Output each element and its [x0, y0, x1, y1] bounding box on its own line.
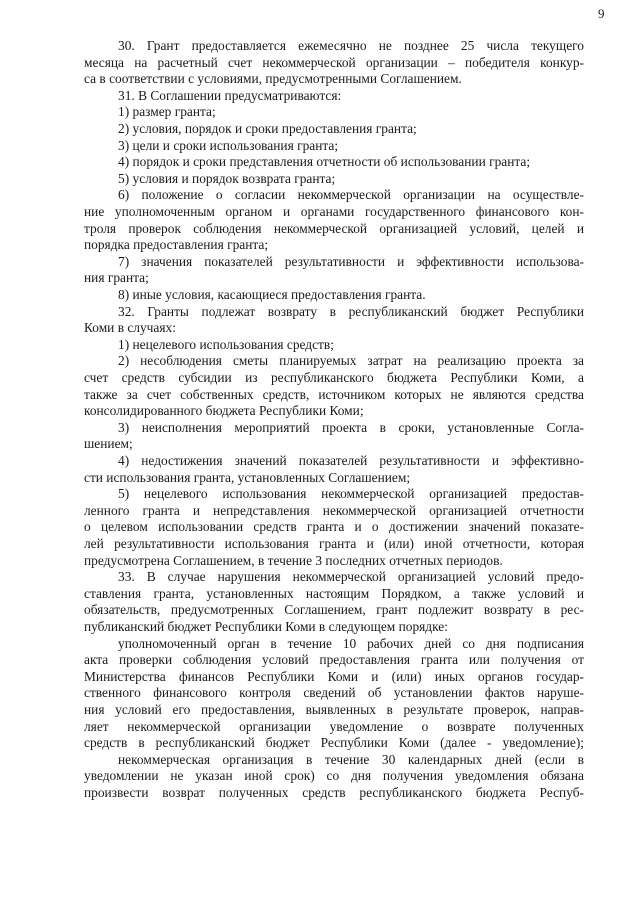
text-line: Министерства финансов Республики Коми и (или) иных органов государ-: [84, 668, 584, 684]
text-line: ния гранта;: [84, 270, 149, 286]
text-line: консолидированного бюджета Республики Коми;: [84, 403, 364, 419]
text-line: месяца на расчетный счет некоммерческой организации – победителя конкур-: [84, 54, 584, 70]
text-line: 3) неисполнения мероприятий проекта в сроки, установленные Согла-: [118, 419, 584, 435]
text-line: 3) цели и сроки использования гранта;: [118, 137, 339, 153]
text-line: 31. В Соглашении предусматриваются:: [118, 87, 342, 103]
text-line: также за счет собственных средств, источником которых не являются средства: [84, 386, 584, 402]
text-line: акта проверки соблюдения условий предоставления гранта или получения от: [84, 652, 584, 668]
text-line: 7) значения показателей результативности и эффективности использова-: [118, 253, 584, 269]
text-line: ние уполномоченным органом и органами государственного финансового кон-: [84, 204, 584, 219]
text-line: троля проверок соблюдения некоммерческой организацией условий, целей и: [84, 220, 584, 236]
text-line: счет средств субсидии из республиканского бюджета Республики Коми, а: [84, 370, 584, 385]
text-line: 5) нецелевого использования некоммерческой организацией предостав-: [118, 486, 584, 502]
text-line: ния условий его предоставления, выявленных в результате проверок, направ-: [84, 702, 584, 717]
text-line: ставления гранта, установленных настоящим Порядком, а также условий и: [84, 585, 584, 601]
text-line: 33. В случае нарушения некоммерческой организацией условий предо-: [118, 569, 584, 585]
text-line: 5) условия и порядок возврата гранта;: [118, 170, 336, 186]
text-line: лей результативности использования гранта и (или) иной отчетности, которая: [84, 536, 584, 551]
text-line: 32. Гранты подлежат возврату в республиканский бюджет Республики: [118, 303, 584, 319]
text-line: 8) иные условия, касающиеся предоставления гранта.: [118, 287, 426, 302]
text-line: ственного финансового контроля сведений об установлении фактов наруше-: [84, 685, 584, 701]
text-line: уполномоченный орган в течение 10 рабочих дней со дня подписания: [118, 635, 584, 651]
text-line: публиканский бюджет Республики Коми в следующем порядке:: [84, 619, 448, 634]
text-line: 30. Грант предоставляется ежемесячно не позднее 25 числа текущего: [118, 38, 584, 53]
text-line: порядка предоставления гранта;: [84, 237, 269, 253]
text-line: предусмотрена Соглашением, в течение 3 последних отчетных периодов.: [84, 552, 503, 568]
text-line: Коми в случаях:: [84, 320, 176, 336]
text-line: ляет некоммерческой организации уведомление о возврате полученных: [84, 718, 584, 734]
text-line: 1) размер гранта;: [118, 104, 216, 120]
text-line: средств в республиканский бюджет Республики Коми (далее - уведомление);: [84, 735, 584, 751]
text-line: сти использования гранта, установленных Соглашением;: [84, 469, 411, 485]
text-line: некоммерческая организация в течение 30 календарных дней (если в: [118, 751, 584, 767]
text-line: 2) несоблюдения сметы планируемых затрат на реализацию проекта за: [118, 353, 584, 369]
text-line: о целевом использовании средств гранта и о достижении значений показате-: [84, 519, 584, 535]
text-line: шением;: [84, 436, 133, 452]
text-line: 6) положение о согласии некоммерческой организации на осуществле-: [118, 187, 584, 203]
text-line: 4) недостижения значений показателей результативности и эффективно-: [118, 453, 584, 468]
text-line: са в соответствии с условиями, предусмотренными Соглашением.: [84, 71, 462, 87]
text-line: обязательств, предусмотренных Соглашением, грант подлежит возврату в рес-: [84, 602, 584, 618]
text-line: 1) нецелевого использования средств;: [118, 336, 334, 352]
text-line: уведомлении не указан иной срок) со дня получения уведомления обязана: [84, 768, 584, 784]
text-line: произвести возврат полученных средств республиканского бюджета Респуб-: [84, 785, 584, 800]
page-number: 9: [598, 6, 605, 21]
text-line: ленного гранта и непредставления некоммерческой организацией отчетности: [84, 502, 584, 518]
text-line: 2) условия, порядок и сроки предоставления гранта;: [118, 121, 417, 136]
text-line: 4) порядок и сроки представления отчетности об использовании гранта;: [118, 154, 531, 170]
